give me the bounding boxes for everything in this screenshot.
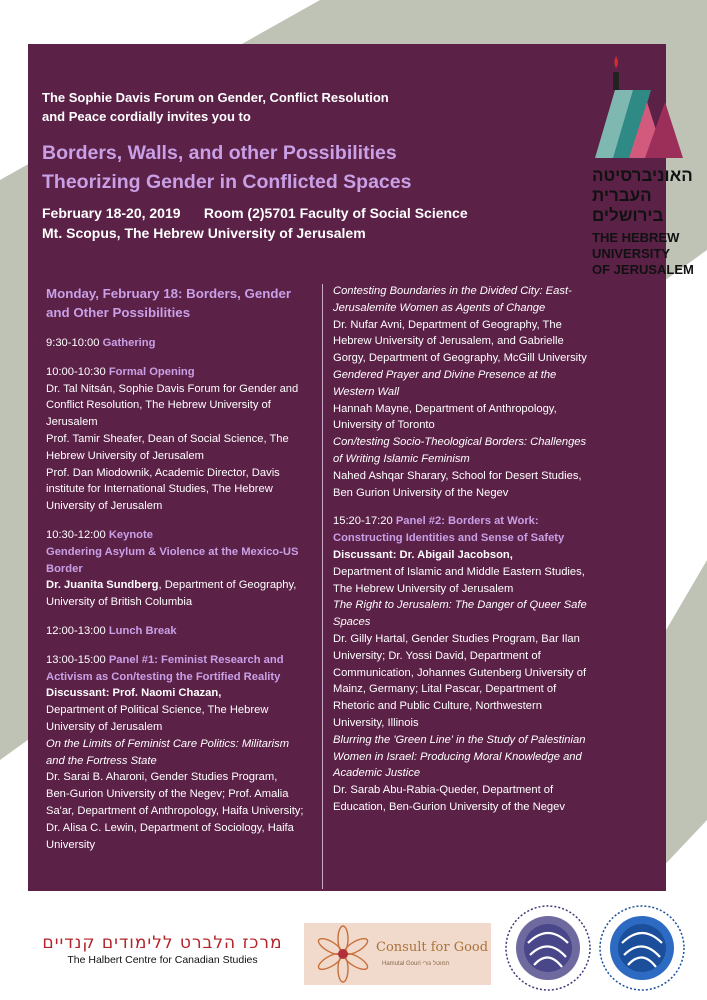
discussant: Discussant: Dr. Abigail Jacobson, [333, 548, 513, 561]
session-time: 12:00-13:00 [46, 624, 106, 637]
session-time: 9:30-10:00 [46, 337, 100, 349]
paper-authors: Nahed Ashqar Sharary, School for Desert Studies, Ben Gurion University of the Negev [333, 469, 582, 499]
session-title: Panel #1: Feminist Research and Activism as Con/testing the Fortified Reality [46, 653, 284, 683]
session-lunch [46, 623, 304, 640]
paper-authors: Dr. Nufar Avni, Department of Geography, The Hebrew University of Jerusalem, and Gabrielle Gorgy, Department of Geography, McGill University [333, 318, 587, 365]
event-location: Mt. Scopus, The Hebrew University of Jerusalem [42, 225, 366, 241]
paper-authors: Dr. Gilly Hartal, Gender Studies Program, Bar Ilan University; Dr. Yossi David, Department of Communication, Johannes Gutenberg University of Mainz, Germany; Lital Pascar, Department of Rhetoric and Public Culture, Northwestern University, Illinois [333, 632, 587, 729]
session-opening [46, 364, 304, 515]
session-title: Gathering [102, 337, 156, 349]
halbert-centre-hebrew: מרכז הלברט ללימודים קנדיים [42, 933, 283, 953]
sponsor-footer [0, 891, 707, 1000]
university-name-english-3: OF JERUSALEM [592, 262, 694, 277]
session-title: Panel #2: Borders at Work: Constructing Identities and Sense of Safety [333, 515, 565, 545]
university-name-hebrew-1: האוניברסיטה [592, 166, 693, 185]
paper-authors: Dr. Sarab Abu-Rabia-Queder, Department of Education, Ben-Gurion University of the Negev [333, 784, 565, 813]
invitation-line-1: The Sophie Davis Forum on Gender, Conflict Resolution [42, 90, 389, 105]
paper-authors: Hannah Mayne, Department of Anthropology, University of Toronto [333, 402, 557, 432]
keynote-affiliation: , Department of Geography, University of British Columbia [46, 579, 297, 609]
discussant-affiliation: Department of Political Science, The Hebrew University of Jerusalem [46, 704, 269, 733]
event-date-room: February 18-20, 2019 Room (2)5701 Faculty of Social Science [42, 205, 468, 221]
paper-title: On the Limits of Feminist Care Politics: Militarism and the Fortress State [46, 737, 290, 767]
day-title: Monday, February 18: Borders, Gender and Other Possibilities [46, 286, 292, 320]
session-time: 13:00-15:00 [46, 653, 106, 666]
speaker: Prof. Tamir Sheafer, Dean of Social Science, The Hebrew University of Jerusalem [46, 432, 289, 462]
flower-icon [308, 923, 378, 985]
discussant: Discussant: Prof. Naomi Chazan, [46, 687, 222, 700]
speaker: Dr. Tal Nitsán, Sophie Davis Forum for Gender and Conflict Resolution, The Hebrew University of Jerusalem [46, 382, 299, 429]
session-time: 10:30-12:00 [46, 528, 106, 541]
university-name-english-2: UNIVERSITY [592, 246, 671, 261]
keynote-talk-title: Gendering Asylum & Violence at the Mexico-US Border [46, 545, 299, 575]
university-name-hebrew-3: בירושלים [592, 206, 664, 225]
session-title: Formal Opening [108, 365, 195, 378]
program-left-column [46, 284, 304, 853]
column-divider [322, 284, 323, 889]
davis-institute-seal [504, 903, 592, 993]
paper-authors: Dr. Sarai B. Aharoni, Gender Studies Program, Ben-Gurion University of the Negev; Prof. Amalia Sa'ar, Department of Anthropology, Haifa University; Dr. Alisa C. Lewin, Department of Sociology, Haifa University [46, 771, 304, 851]
university-name-hebrew-2: העברית [592, 186, 652, 205]
discussant-affiliation: Department of Islamic and Middle Eastern Studies, The Hebrew University of Jerusalem [333, 565, 585, 595]
university-name [592, 166, 704, 278]
paper-title: The Right to Jerusalem: The Danger of Queer Safe Spaces [333, 599, 587, 629]
consult-for-good-subtitle: Hamutal Gouri חמוטל גורי [382, 961, 450, 967]
consult-for-good-name: Consult for Good [376, 940, 489, 955]
invitation-line-2: and Peace cordially invites you to [42, 109, 251, 124]
panel-1-continued [333, 283, 595, 501]
davis-institute-seal-blue [597, 903, 687, 993]
paper-title: Blurring the 'Green Line' in the Study of Palestinian Women in Israel: Producing Moral Knowledge and Academic Justice [333, 733, 586, 780]
session-keynote [46, 527, 304, 611]
paper-title: Gendered Prayer and Divine Presence at the Western Wall [333, 368, 557, 398]
session-title: Keynote [108, 528, 153, 541]
halbert-centre-english: The Halbert Centre for Canadian Studies [67, 954, 258, 966]
session-panel-2 [333, 513, 595, 815]
speaker: Prof. Dan Miodownik, Academic Director, Davis institute for International Studies, The Hebrew University of Jerusalem [46, 466, 280, 513]
header [42, 88, 512, 243]
session-panel-1 [46, 652, 304, 854]
university-name-english-1: THE HEBREW [592, 230, 680, 245]
keynote-speaker: Dr. Juanita Sundberg [46, 579, 159, 592]
event-subtitle: Theorizing Gender in Conflicted Spaces [42, 171, 412, 193]
session-time: 10:00-10:30 [46, 365, 106, 378]
program-right-column [333, 283, 595, 816]
paper-title: Con/testing Socio-Theological Borders: Challenges of Writing Islamic Feminism [333, 436, 587, 465]
session-time: 15:20-17:20 [333, 515, 393, 528]
session-gathering [46, 335, 304, 352]
consult-for-good-logo [304, 923, 491, 985]
paper-title: Contesting Boundaries in the Divided City: East-Jerusalemite Women as Agents of Change [333, 285, 572, 314]
halbert-centre-logo [30, 933, 295, 967]
session-title: Lunch Break [108, 624, 177, 637]
event-title: Borders, Walls, and other Possibilities [42, 142, 397, 164]
